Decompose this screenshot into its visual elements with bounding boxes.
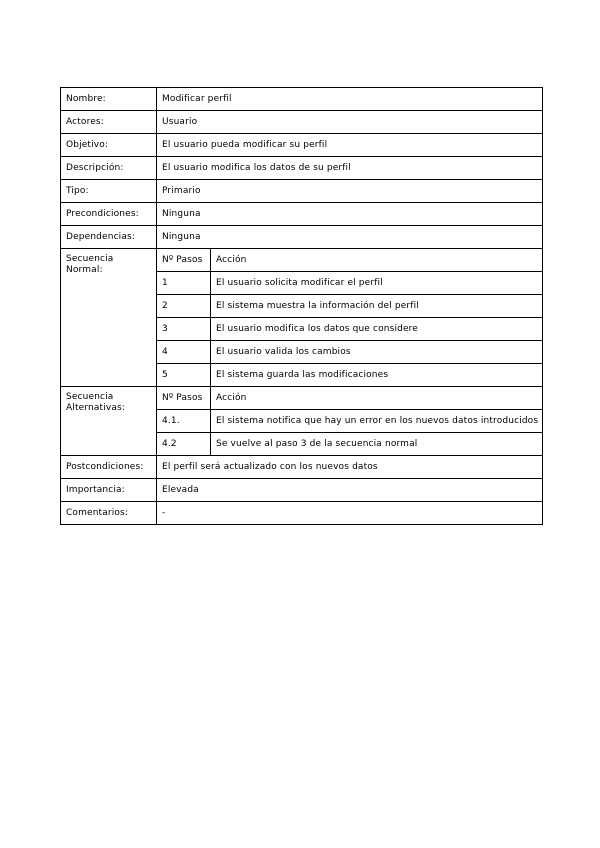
value-tipo: Primario [157,180,543,203]
value-postcondiciones: El perfil será actualizado con los nuevos datos [157,456,543,479]
step-number: 2 [157,295,211,318]
step-number: 4.2 [157,433,211,456]
row-comentarios [61,502,543,525]
value-precondiciones: Ninguna [157,203,543,226]
label-tipo: Tipo: [61,180,157,203]
value-objetivo: El usuario pueda modificar su perfil [157,134,543,157]
step-number: 3 [157,318,211,341]
row-importancia [61,479,543,502]
value-comentarios: - [157,502,543,525]
value-actores: Usuario [157,111,543,134]
label-comentarios: Comentarios: [61,502,157,525]
step-action: El sistema muestra la información del perfil [211,295,543,318]
label-secuencia-normal: Secuencia Normal: [61,249,157,387]
row-nombre [61,88,543,111]
value-nombre: Modificar perfil [157,88,543,111]
label-secuencia-alternativas: Secuencia Alternativas: [61,387,157,456]
row-dependencias [61,226,543,249]
label-actores: Actores: [61,111,157,134]
label-importancia: Importancia: [61,479,157,502]
row-objetivo [61,134,543,157]
row-actores [61,111,543,134]
value-dependencias: Ninguna [157,226,543,249]
col-header-step: Nº Pasos [157,387,211,410]
label-descripcion: Descripción: [61,157,157,180]
value-descripcion: El usuario modifica los datos de su perfil [157,157,543,180]
use-case-table [60,87,543,525]
step-number: 4 [157,341,211,364]
label-objetivo: Objetivo: [61,134,157,157]
row-secuencia-normal-header [61,249,543,272]
col-header-step: Nº Pasos [157,249,211,272]
col-header-action: Acción [211,387,543,410]
row-tipo [61,180,543,203]
label-nombre: Nombre: [61,88,157,111]
label-precondiciones: Precondiciones: [61,203,157,226]
label-dependencias: Dependencias: [61,226,157,249]
row-descripcion [61,157,543,180]
step-number: 1 [157,272,211,295]
step-action: El usuario solicita modificar el perfil [211,272,543,295]
step-action: El sistema guarda las modificaciones [211,364,543,387]
row-postcondiciones [61,456,543,479]
row-precondiciones [61,203,543,226]
step-action: El usuario valida los cambios [211,341,543,364]
value-importancia: Elevada [157,479,543,502]
row-secuencia-alternativas-header [61,387,543,410]
step-number: 5 [157,364,211,387]
step-action: Se vuelve al paso 3 de la secuencia normal [211,433,543,456]
step-action: El sistema notifica que hay un error en los nuevos datos introducidos [211,410,543,433]
step-number: 4.1. [157,410,211,433]
step-action: El usuario modifica los datos que considere [211,318,543,341]
label-postcondiciones: Postcondiciones: [61,456,157,479]
col-header-action: Acción [211,249,543,272]
